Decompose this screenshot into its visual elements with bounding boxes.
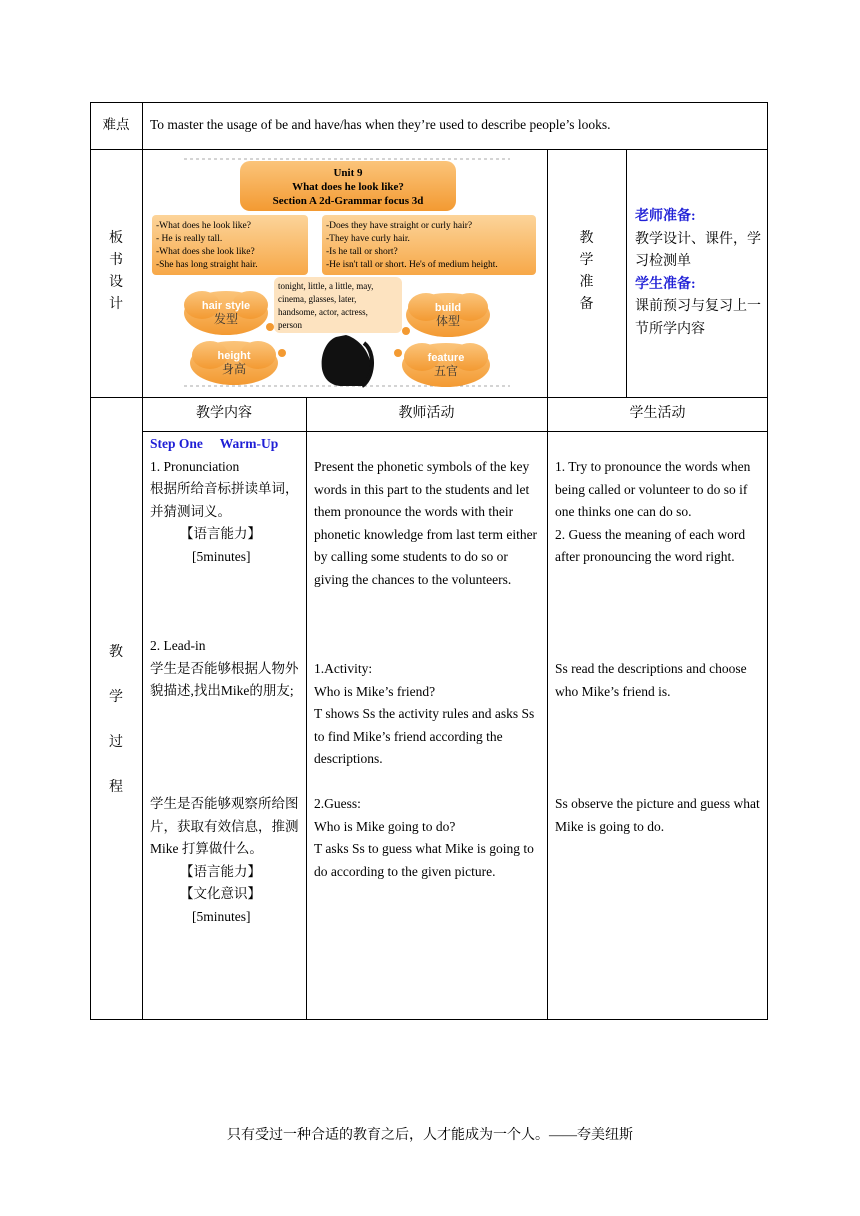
pronunciation-desc: 根据所给音标拼读单词，并猜测词义。: [150, 481, 299, 519]
pronunciation-title: 1. Pronunciation: [150, 458, 240, 474]
left-line: -What does he look like?: [156, 221, 251, 231]
lead-in-block: [150, 635, 302, 703]
prep-label-char: 教: [579, 231, 594, 246]
cloud-build: [402, 293, 490, 337]
right-line: -They have curly hair.: [326, 234, 410, 244]
language-tag: 【语言能力】: [180, 526, 261, 541]
student-activity-1: [555, 456, 763, 569]
cloud-height: [190, 341, 286, 385]
step-title: Step One Warm-Up: [150, 436, 279, 451]
student-step-2: 2. Guess the meaning of each word after pronouncing the word right.: [555, 526, 746, 564]
content-column: [150, 433, 302, 568]
cloud-height-cn: 身高: [221, 362, 247, 376]
board-label: [90, 228, 142, 316]
cloud-feature-en: feature: [427, 352, 465, 364]
board-label-char: 计: [109, 297, 123, 312]
col-divider: [547, 397, 548, 1020]
board-diagram: [150, 155, 542, 390]
guess-teacher-desc: T asks Ss to guess what Mike is going to do according to the given picture.: [314, 841, 534, 879]
diagram-title-1: Unit 9: [333, 167, 363, 179]
cloud-hair-cn: 发型: [213, 312, 239, 326]
lead-in-desc: 学生是否能够根据人物外貌描述,找出Mike的朋友;: [150, 660, 299, 698]
right-line: -Does they have straight or curly hair?: [326, 221, 473, 231]
process-label: [90, 630, 142, 810]
col-divider: [626, 149, 627, 397]
process-label-char: 过: [109, 735, 123, 750]
time-tag: [5minutes]: [192, 908, 251, 924]
guess-desc: 学生是否能够观察所给图片，获取有效信息，推测 Mike 打算做什么。: [150, 796, 299, 856]
header-content: 教学内容: [196, 406, 252, 421]
guess-question: Who is Mike going to do?: [314, 818, 456, 834]
row-divider: [90, 397, 768, 398]
diagram-title-3: Section A 2d-Grammar focus 3d: [272, 195, 424, 207]
header-teacher: 教师活动: [398, 406, 455, 421]
board-label-char: 书: [109, 253, 123, 268]
activity-title: 1.Activity:: [314, 661, 373, 676]
cloud-height-en: height: [217, 350, 251, 362]
difficulty-label: 难点: [102, 117, 130, 132]
cloud-build-cn: 体型: [435, 314, 461, 328]
culture-tag: 【文化意识】: [180, 886, 261, 901]
header-student: 学生活动: [629, 406, 686, 421]
vocab-line: tonight, little, a little, may,: [278, 281, 374, 291]
right-line: -Is he tall or short?: [326, 247, 398, 257]
board-label-char: 板: [109, 231, 123, 246]
teacher-activity-2: [314, 658, 542, 771]
difficulty-text: To master the usage of be and have/has when they’re used to describe people’s looks.: [150, 117, 611, 132]
activity-desc: T shows Ss the activity rules and asks Ss to find Mike’s friend according the descriptions.: [314, 706, 535, 766]
process-label-char: 程: [109, 780, 123, 795]
process-label-char: 学: [109, 690, 123, 705]
diagram-title-2: What does he look like?: [292, 181, 404, 193]
prep-label-char: 学: [579, 253, 594, 268]
head-silhouette-icon: [322, 335, 372, 386]
prep-label: [547, 228, 626, 316]
guess-block: [150, 793, 302, 928]
process-label-char: 教: [109, 645, 123, 660]
guess-title: 2.Guess:: [314, 796, 361, 811]
time-tag: [5minutes]: [192, 548, 251, 564]
prep-label-char: 准: [579, 275, 594, 290]
right-line: -He isn't tall or short. He's of medium height.: [326, 260, 498, 270]
footer-quote: 只有受过一种合适的教育之后，人才能成为一个人。——夸美纽斯: [227, 1128, 633, 1143]
prep-content: [635, 206, 765, 341]
lead-in-title: 2. Lead-in: [150, 638, 206, 653]
student-activity-2: Ss read the descriptions and choose who Mike’s friend is.: [555, 661, 747, 699]
board-label-char: 设: [109, 275, 123, 290]
col-divider: [306, 397, 307, 1020]
cloud-hair-style: [184, 291, 274, 335]
left-line: -What does she look like?: [156, 247, 255, 257]
row-divider: [90, 149, 768, 150]
teacher-activity-3: [314, 793, 542, 883]
student-prep-text: 课前预习与复习上一节所学内容: [635, 299, 761, 337]
student-step-1: 1. Try to pronounce the words when being called or volunteer to do so if one thinks one can do so.: [555, 459, 751, 519]
vocab-line: handsome, actor, actress,: [278, 307, 368, 317]
col-divider: [142, 102, 143, 1020]
teacher-prep-text: 教学设计、课件，学习检测单: [635, 231, 761, 269]
student-prep-title: 学生准备:: [635, 276, 696, 292]
cloud-hair-en: hair style: [201, 300, 251, 312]
vocab-line: person: [278, 320, 302, 330]
left-line: - He is really tall.: [156, 234, 223, 244]
row-divider: [142, 431, 768, 432]
cloud-feature-cn: 五官: [433, 364, 459, 378]
teacher-activity-1: Present the phonetic symbols of the key words in this part to the students and let them pronounce the words with their phonetic knowledge from last term either by calling some students to do so or giving the chances to the volunteers.: [314, 459, 538, 587]
language-tag: 【语言能力】: [180, 863, 261, 879]
activity-question: Who is Mike’s friend?: [314, 683, 436, 699]
left-line: -She has long straight hair.: [156, 260, 258, 270]
teacher-prep-title: 老师准备:: [635, 209, 696, 224]
prep-label-char: 备: [579, 297, 594, 312]
vocab-line: cinema, glasses, later,: [278, 294, 357, 304]
cloud-feature: [394, 343, 490, 387]
student-activity-3: Ss observe the picture and guess what Mike is going to do.: [555, 796, 760, 834]
cloud-build-en: build: [434, 302, 462, 314]
